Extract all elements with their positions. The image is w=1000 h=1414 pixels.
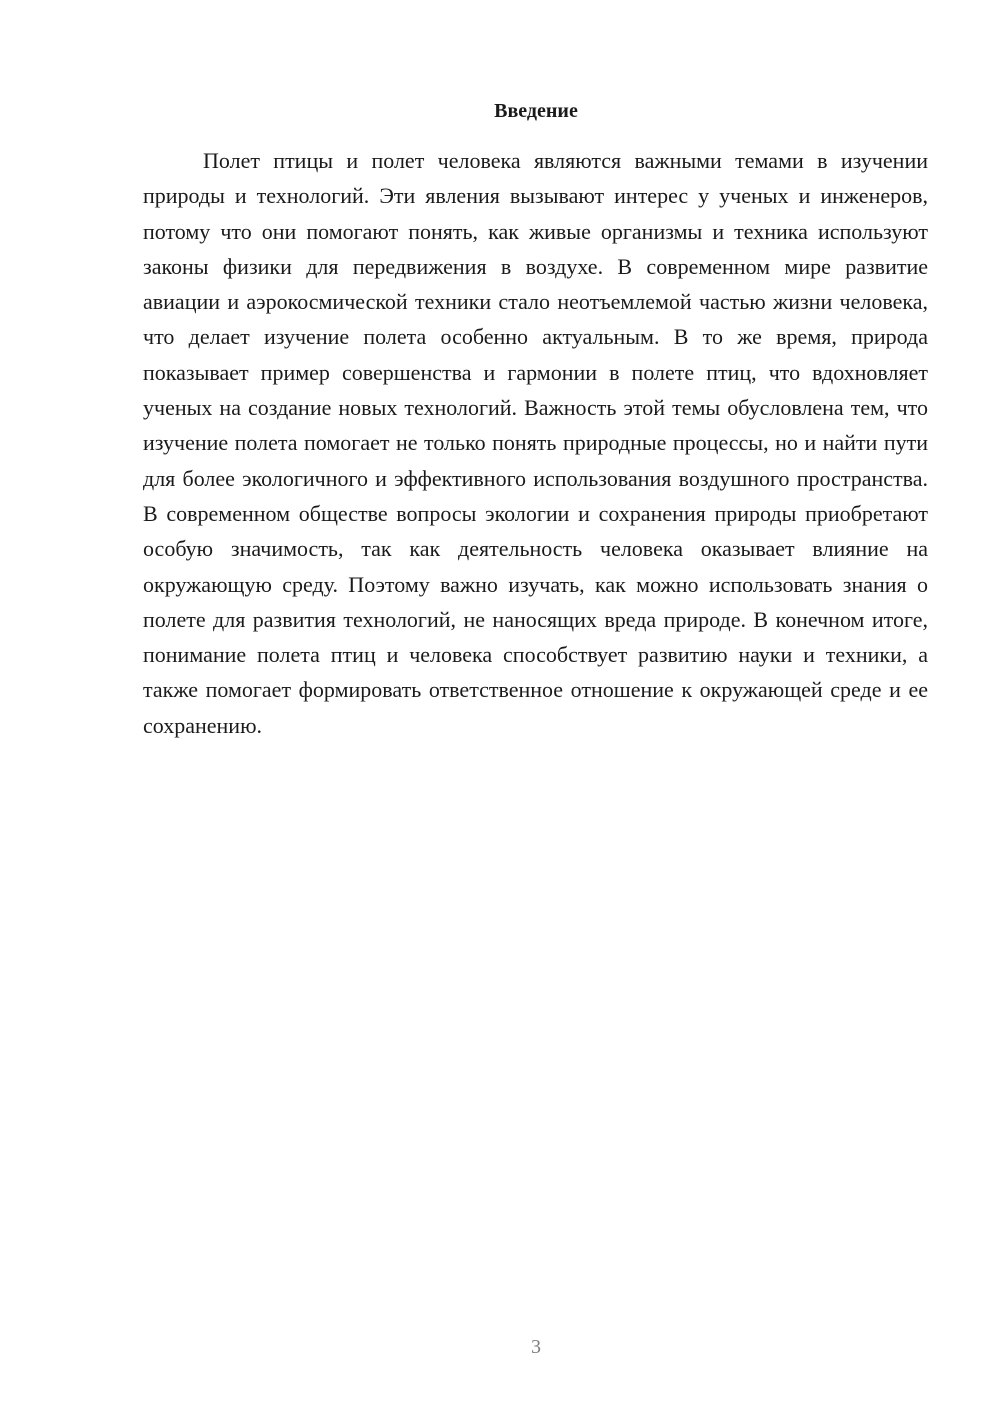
body-paragraph: Полет птицы и полет человека являются важными темами в изучении природы и технологий. Эти явления вызывают интерес у ученых и инженеров, потому что они помогают понять, как живые организмы и техника используют законы физики для передвижения в воздухе. В современном мире развитие авиации и аэрокосмической техники стало неотъемлемой частью жизни человека, что делает изучение полета особенно актуальным. В то же время, природа показывает пример совершенства и гармонии в полете птиц, что вдохновляет ученых на создание новых технологий. Важность этой темы обусловлена тем, что изучение полета помогает не только понять природные процессы, но и найти пути для более экологичного и эффективного использования воздушного пространства. В современном обществе вопросы экологии и сохранения природы приобретают особую значимость, так как деятельность человека оказывает влияние на окружающую среду. Поэтому важно изучать, как можно использовать знания о полете для развития технологий, не наносящих вреда природе. В конечном итоге, понимание полета птиц и человека способствует развитию науки и техники, а также помогает формировать ответственное отношение к окружающей среде и ее сохранению. [143, 148, 928, 738]
page-number: 3 [531, 1336, 541, 1358]
section-heading: Введение [494, 100, 578, 122]
